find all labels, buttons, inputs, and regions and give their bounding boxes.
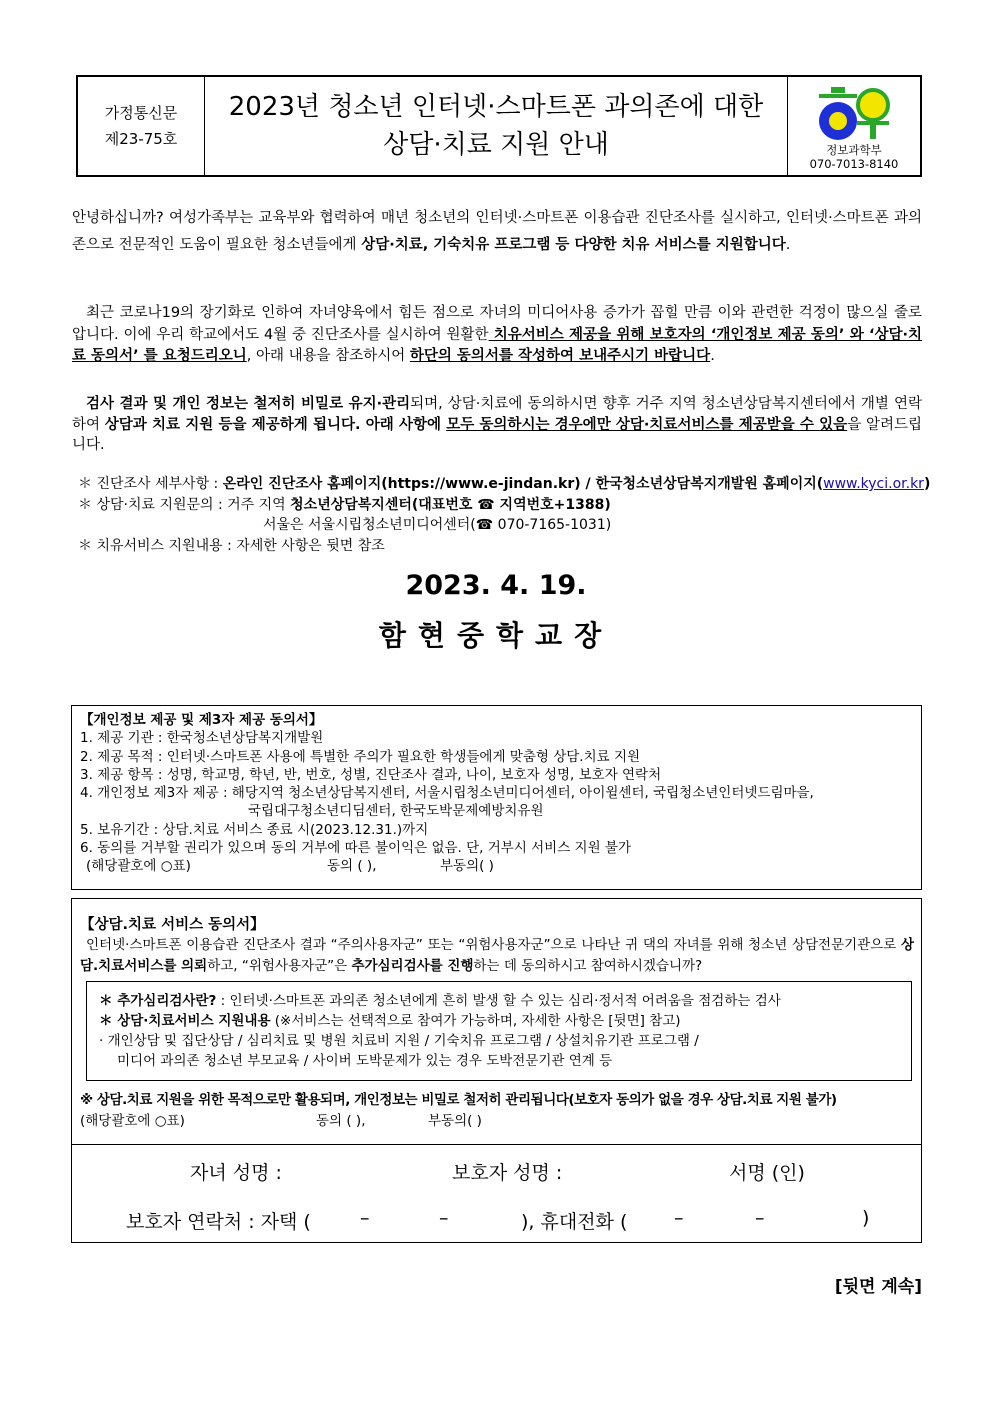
mobile-phone-field[interactable]: ), 휴대전화 ( — [521, 1211, 628, 1233]
phone-dash: – — [360, 1207, 370, 1229]
phone-dash: – — [674, 1207, 684, 1229]
consent1-check-note: (해당괄호에 ○표) — [86, 858, 191, 875]
note-seoul-center: 서울은 서울시립청소년미디어센터(☎ 070-7165-1031) — [263, 517, 612, 533]
notes-list — [78, 474, 931, 556]
notice-type: 가정통신문 — [104, 104, 178, 122]
consent1-item: 2. 제공 목적 : 인터넷·스마트폰 사용에 특별한 주의가 필요한 학생들에게 맞춤형 상담.치료 지원 — [80, 748, 641, 765]
department-phone: 070-7013-8140 — [809, 157, 899, 171]
guardian-name-field[interactable]: 보호자 성명 : — [452, 1162, 563, 1184]
note-service-content: ＊ 치유서비스 지원내용 : 자세한 사항은 뒷면 참조 — [78, 537, 385, 554]
consent1-item: 국립대구청소년디딤센터, 한국도박문제예방치유원 — [248, 803, 544, 820]
continued-on-back: [뒷면 계속] — [834, 1277, 922, 1297]
title-line-1: 2023년 청소년 인터넷·스마트폰 과의존에 대한 — [228, 92, 764, 122]
consent2-agree-box[interactable]: 동의 ( ), — [316, 1113, 366, 1129]
service-content-heading: ＊ 상담·치료서비스 지원내용 (※서비스는 선택적으로 참여가 가능하며, 자세한 사항은 [뒷면] 참고) — [99, 1013, 681, 1029]
child-name-field[interactable]: 자녀 성명 : — [190, 1162, 282, 1184]
signature-section — [72, 1144, 921, 1243]
signature-field[interactable]: 서명 (인) — [729, 1162, 805, 1184]
consent1-item: 1. 제공 기관 : 한국청소년상담복지개발원 — [80, 730, 324, 747]
kyci-link[interactable]: www.kyci.or.kr — [823, 476, 924, 492]
note-counseling-inquiry: ＊ 상담·치료 지원문의 : 거주 지역 청소년상담복지센터(대표번호 ☎ 지역번호+1388) — [78, 496, 611, 513]
document-title — [205, 77, 788, 175]
phone-dash: – — [755, 1207, 765, 1229]
service-list-line: · 개인상담 및 집단상담 / 심리치료 및 병원 치료비 지원 / 기숙치유 프로그램 / 상설치유기관 프로그램 / — [99, 1033, 699, 1049]
phone-dash: – — [439, 1207, 449, 1229]
phone-close-paren: ) — [862, 1207, 870, 1229]
title-line-2: 상담·치료 지원 안내 — [383, 130, 609, 160]
school-logo-icon — [815, 85, 893, 143]
consent1-agree-box[interactable]: 동의 ( ), — [327, 858, 377, 875]
consent1-choice-row — [80, 857, 913, 875]
consent1-item: 3. 제공 항목 : 성명, 학교명, 학년, 반, 번호, 성별, 진단조사 결과, 나이, 보호자 성명, 보호자 연락처 — [80, 766, 662, 783]
note-survey-details: ＊ 진단조사 세부사항 : 온라인 진단조사 홈페이지(https://www.e-jindan.kr) / 한국청소년상담복지개발원 홈페이지(www.kyci.or.kr) — [78, 476, 931, 492]
consent1-item: 5. 보유기간 : 상담.치료 서비스 종료 시(2023.12.31.)까지 — [80, 821, 429, 838]
consent2-disagree-box[interactable]: 부동의( ) — [428, 1113, 482, 1129]
personal-info-consent-form — [71, 705, 922, 890]
consent1-item: 6. 동의를 거부할 권리가 있으며 동의 거부에 따른 불이익은 없음. 단, 거부시 서비스 지원 불가 — [80, 840, 632, 857]
principal-signature: 함현중학교장 — [378, 619, 614, 652]
department-cell — [788, 77, 920, 175]
consent2-check-note: (해당괄호에 ○표) — [80, 1113, 185, 1129]
counseling-consent-form — [71, 898, 922, 1243]
consent1-title: 【개인정보 제공 및 제3자 제공 동의서】 — [80, 712, 323, 728]
issue-date: 2023. 4. 19. — [405, 570, 587, 601]
consent1-disagree-box[interactable]: 부동의( ) — [440, 858, 494, 875]
consent2-choice-row — [80, 1109, 910, 1127]
department-name: 정보과학부 — [826, 143, 882, 157]
header-box — [76, 75, 922, 177]
home-phone-field[interactable]: 보호자 연락처 : 자택 ( — [126, 1211, 311, 1233]
service-info-box — [86, 981, 912, 1081]
privacy-paragraph: 검사 결과 및 개인 정보는 철저히 비밀로 유지·관리되며, 상담·치료에 동의하시면 향후 거주 지역 청소년상담복지센터에서 개별 연락하여 상담과 치료 지원 등을 제공하게 됩니다. 아래 사항에 모두 동의하시는 경우에만 상담·치료서비스를 제공받을 수 있음을 알려드립니다. — [72, 396, 922, 453]
consent2-intro: 인터넷·스마트폰 이용습관 진단조사 결과 “주의사용자군” 또는 “위험사용자군”으로 나타난 귀 댁의 자녀를 위해 청소년 상담전문기관으로 상담.치료서비스를 의뢰하고, “위험사용자군”은 추가심리검사를 진행하는 데 동의하시고 참여하시겠습니까? — [80, 937, 914, 974]
intro-paragraph: 안녕하십니까? 여성가족부는 교육부와 협력하여 매년 청소년의 인터넷·스마트폰 이용습관 진단조사를 실시하고, 인터넷·스마트폰 과의존으로 전문적인 도움이 필요한 청소년들에게 상담·치료, 기숙치유 프로그램 등 다양한 치유 서비스를 지원합니다. — [72, 210, 922, 253]
consent2-title: 【상담.치료 서비스 동의서】 — [80, 917, 265, 933]
consent1-item: 4. 개인정보 제3자 제공 : 해당지역 청소년상담복지센터, 서울시립청소년미디어센터, 아이윌센터, 국립청소년인터넷드림마을, — [80, 785, 814, 802]
request-paragraph: 최근 코로나19의 장기화로 인하여 자녀양육에서 힘든 점으로 자녀의 미디어사용 증가가 꼽힐 만큼 이와 관련한 걱정이 많으실 줄로 압니다. 이에 우리 학교에서도 4월 중 진단조사를 실시하여 원활한 치유서비스 제공을 위해 보호자의 ‘개인정보 제공 동의’ 와 ‘상담·치료 동의서’ 를 요청드리오니, 아래 내용을 참조하시어 하단의 동의서를 작성하여 보내주시기 바랍니다. — [72, 305, 922, 364]
service-list-line: 미디어 과의존 청소년 부모교육 / 사이버 도박문제가 있는 경우 도박전문기관 연계 등 — [117, 1053, 613, 1069]
confidentiality-warning: ※ 상담.치료 지원을 위한 목적으로만 활용되며, 개인정보는 비밀로 철저히 관리됩니다(보호자 동의가 없을 경우 상담.치료 지원 불가) — [80, 1092, 837, 1108]
notice-number-cell — [78, 77, 205, 175]
notice-number: 제23-75호 — [104, 130, 178, 148]
extra-test-description: ＊ 추가심리검사란? : 인터넷·스마트폰 과의존 청소년에게 흔히 발생 할 수 있는 심리·정서적 어려움을 점검하는 검사 — [99, 993, 781, 1009]
